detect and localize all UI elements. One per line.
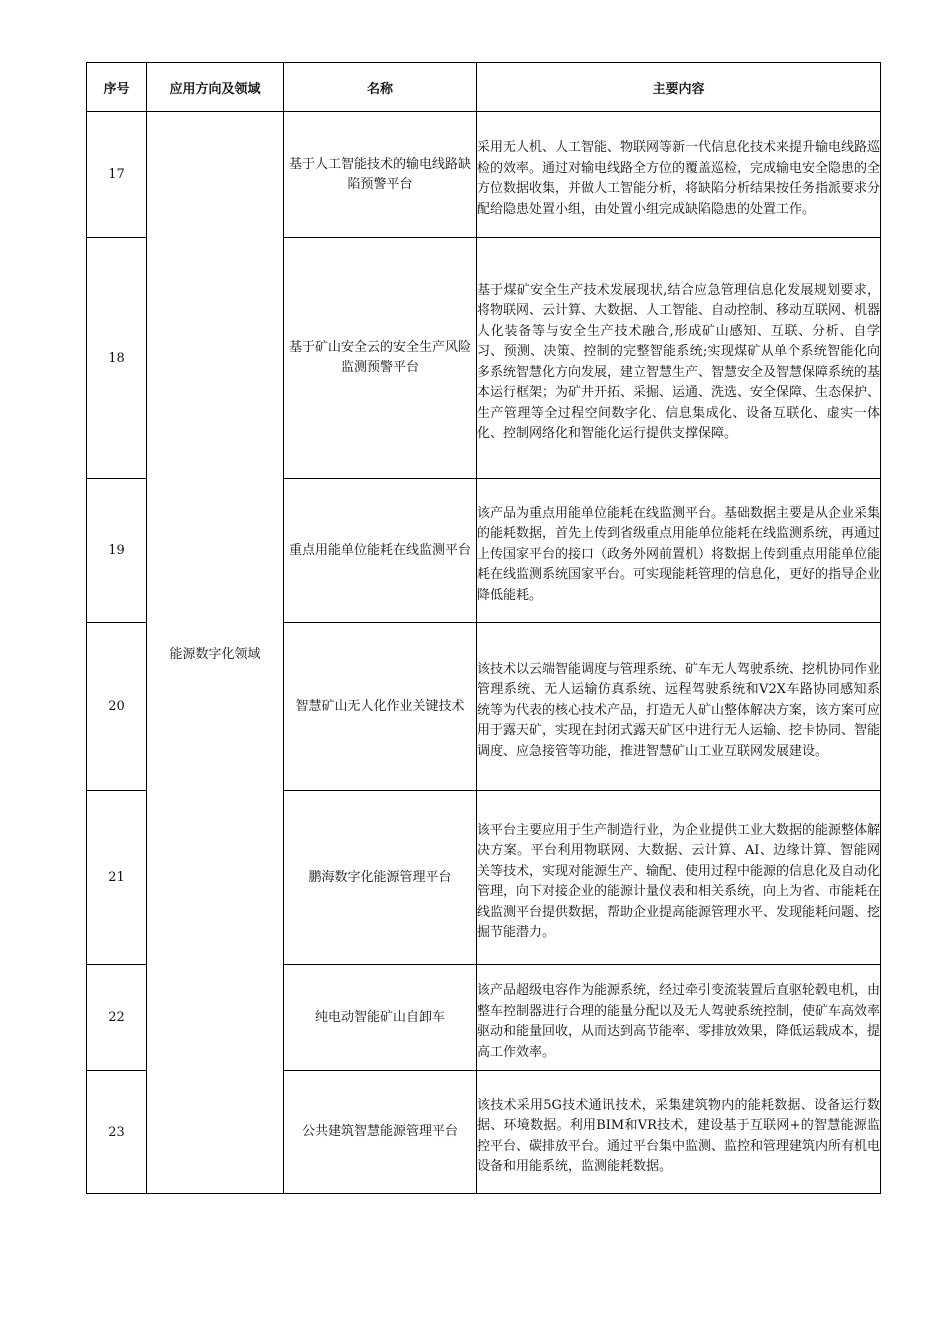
row-name: 智慧矿山无人化作业关键技术 xyxy=(284,623,477,791)
row-content-text: 基于煤矿安全生产技术发展现状,结合应急管理信息化发展规划要求，将物联网、云计算、大数据、人工智能、自动控制、移动互联网、机器人化装备等与安全生产技术融合,形成矿山感知、互联、分析、自学习、预测、决策、控制的完整智能系统;实现煤矿从单个系统智能化向多系统智慧化方向发展，建立智慧生产、智慧安全及智慧保障系统的基本运行框架；为矿井开拓、采掘、运通、洗选、安全保障、生态保护、生产管理等全过程空间数字化、信息集成化、设备互联化、虚实一体化、控制网络化和智能化运行提供支撑保障。 xyxy=(477,282,881,441)
row-content-text: 该技术采用5G技术通讯技术，采集建筑物内的能耗数据、设备运行数据、环境数据。利用BIM和VR技术，建设基于互联网+的智慧能源监控平台、碳排放平台。通过平台集中监测、监控和管理建筑内所有机电设备和用能系统，监测能耗数据。 xyxy=(477,1097,881,1174)
row-seq: 18 xyxy=(87,238,147,479)
table-row xyxy=(87,112,881,238)
row-content-text: 采用无人机、人工智能、物联网等新一代信息化技术来提升输电线路巡检的效率。通过对输电线路全方位的覆盖巡检，完成输电安全隐患的全方位数据收集，并做人工智能分析，将缺陷分析结果按任务指派要求分配给隐患处置小组，由处置小组完成缺陷隐患的处置工作。 xyxy=(477,140,881,217)
row-content xyxy=(477,965,881,1071)
row-seq: 22 xyxy=(87,965,147,1071)
row-content xyxy=(477,479,881,623)
row-content xyxy=(477,791,881,965)
row-name: 基于矿山安全云的安全生产风险监测预警平台 xyxy=(284,238,477,479)
header-name: 名称 xyxy=(284,63,477,112)
row-name: 鹏海数字化能源管理平台 xyxy=(284,791,477,965)
row-content xyxy=(477,1071,881,1194)
header-content: 主要内容 xyxy=(477,63,881,112)
row-name: 基于人工智能技术的输电线路缺陷预警平台 xyxy=(284,112,477,238)
row-content-text: 该产品为重点用能单位能耗在线监测平台。基础数据主要是从企业采集的能耗数据，首先上传到省级重点用能单位能耗在线监测系统，再通过上传国家平台的接口（政务外网前置机）将数据上传到重点用能单位能耗在线监测系统国家平台。可实现能耗管理的信息化，更好的指导企业降低能耗。 xyxy=(477,505,881,603)
row-content xyxy=(477,623,881,791)
row-seq: 21 xyxy=(87,791,147,965)
row-content xyxy=(477,238,881,479)
row-seq: 23 xyxy=(87,1071,147,1194)
field-cell: 能源数字化领域 xyxy=(147,112,284,1194)
header-field: 应用方向及领域 xyxy=(147,63,284,112)
row-content-text: 该平台主要应用于生产制造行业，为企业提供工业大数据的能源整体解决方案。平台利用物联网、大数据、云计算、AI、边缘计算、智能网关等技术，实现对能源生产、输配、使用过程中能源的信息化及自动化管理，向下对接企业的能源计量仪表和相关系统，向上为省、市能耗在线监测平台提供数据，帮助企业提高能源管理水平、发现能耗问题、挖掘节能潜力。 xyxy=(477,822,881,940)
row-content-text: 该产品超级电容作为能源系统，经过牵引变流装置后直驱轮毂电机，由整车控制器进行合理的能量分配以及无人驾驶系统控制，使矿车高效率驱动和能量回收，从而达到高节能率、零排放效果，降低运载成本，提高工作效率。 xyxy=(477,983,881,1060)
row-content-text: 该技术以云端智能调度与管理系统、矿车无人驾驶系统、挖机协同作业管理系统、无人运输仿真系统、远程驾驶系统和V2X车路协同感知系统等为代表的核心技术产品，打造无人矿山整体解决方案，该方案可应用于露天矿，实现在封闭式露天矿区中进行无人运输、挖卡协同、智能调度、应急接管等功能，推进智慧矿山工业互联网发展建设。 xyxy=(477,661,881,759)
header-row xyxy=(87,63,881,112)
row-name: 公共建筑智慧能源管理平台 xyxy=(284,1071,477,1194)
row-seq: 17 xyxy=(87,112,147,238)
row-name: 重点用能单位能耗在线监测平台 xyxy=(284,479,477,623)
content-table xyxy=(86,62,881,1194)
row-seq: 19 xyxy=(87,479,147,623)
header-seq: 序号 xyxy=(87,63,147,112)
row-content xyxy=(477,112,881,238)
row-name: 纯电动智能矿山自卸车 xyxy=(284,965,477,1071)
row-seq: 20 xyxy=(87,623,147,791)
